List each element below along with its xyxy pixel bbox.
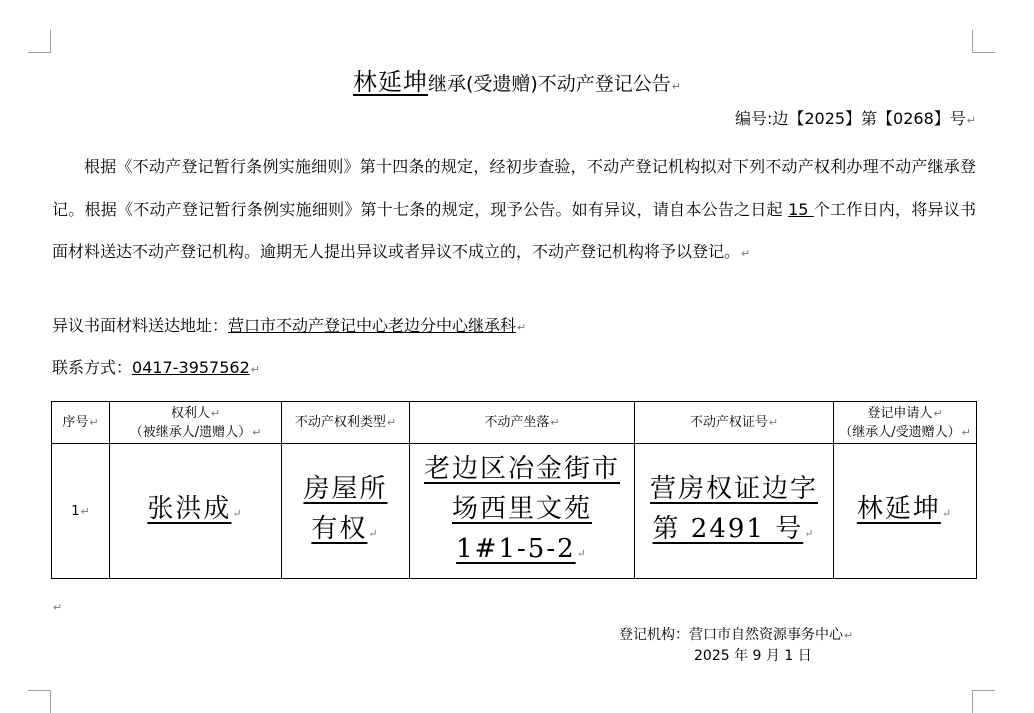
title-suffix: 继承(受遗赠)不动产登记公告 [427,73,671,95]
paragraph-mark: ↵ [933,406,943,420]
contact-line [52,355,260,378]
paragraph-mark: ↵ [804,526,816,540]
paragraph-mark: ↵ [80,504,90,518]
cell-location [410,444,635,579]
paragraph-mark: ↵ [250,363,260,376]
property-table [51,401,977,579]
header-seq-text: 序号 [62,415,89,430]
paragraph-mark: ↵ [671,80,682,93]
cell-cert [635,444,834,579]
address-line [52,313,526,336]
table-row [52,444,977,579]
header-location [410,402,635,444]
header-holder [110,402,282,444]
header-right-type-text: 不动产权利类型 [294,415,386,430]
contact-label: 联系方式： [52,358,133,377]
paragraph-mark: ↵ [550,416,560,429]
cell-right-type [282,444,410,579]
header-location-text: 不动产坐落 [484,415,550,430]
contact-value: 0417-3957562 [132,358,250,377]
paragraph-mark: ↵ [966,114,976,127]
notice-body [52,146,976,276]
header-applicant-line2: （继承人/受遗赠人） [839,424,961,440]
body-text-1: 根据《不动产登记暂行条例实施细则》第十四条的规定，经初步查验，不动产登记机构拟对下列不动产权利办理不动产继承登记。根据《不动产登记暂行条例实施细则》第十七条的规定，现予公告。如有异议，请自本公告之日起 [52,157,976,219]
header-holder-line2: （被继承人/遗赠人） [129,424,252,440]
table-header-row [52,402,977,444]
title-applicant-name: 林延坤 [352,68,428,96]
page-corner-bottom-left [28,690,51,713]
cell-right-type-line2: 有权 [311,513,368,544]
cell-holder [110,444,282,579]
header-holder-line1: 权利人 [170,405,210,421]
document-number-text: 编号:边【2025】第【0268】号 [734,109,966,128]
body-text-2: 个工作日内，将异议书面材料送达不动产登记机构。逾期无人提出异议或者异议不成立的，不动产登记机构将予以登记。 [52,199,976,261]
paragraph-mark: ↵ [844,629,854,642]
cell-right-type-line1: 房屋所 [303,473,388,504]
cell-applicant-text: 林延坤 [856,493,941,524]
registration-authority [619,624,853,644]
cell-seq [52,444,110,579]
header-right-type [282,402,410,444]
paragraph-mark: ↵ [961,425,971,439]
paragraph-mark: ↵ [252,425,262,439]
registration-authority-text: 登记机构：营口市自然资源事务中心 [619,627,843,643]
cell-holder-text: 张洪成 [147,493,232,524]
address-value: 营口市不动产登记中心老边分中心继承科 [228,316,517,335]
header-applicant-line1: 登记申请人 [867,405,933,421]
paragraph-mark: ↵ [210,406,221,420]
page-corner-top-right [972,30,995,53]
header-seq [52,402,110,444]
cell-location-line1: 老边区冶金街市 [423,453,620,484]
notice-title [0,62,1034,97]
objection-days: 15 [788,199,814,219]
cell-cert-line1: 营房权证边字 [649,473,818,504]
cell-location-line2: 场西里文苑 [451,493,592,524]
paragraph-mark: ↵ [386,416,397,429]
paragraph-mark: ↵ [576,546,588,560]
paragraph-mark: ↵ [517,321,527,334]
paragraph-mark: ↵ [53,601,63,614]
cell-location-line3: 1#1-5-2 [456,533,576,564]
cell-cert-line2: 第 2491 号 [652,513,804,544]
address-label: 异议书面材料送达地址： [52,316,229,335]
paragraph-mark: ↵ [89,416,99,429]
paragraph-mark: ↵ [941,506,954,520]
cell-applicant [834,444,977,579]
paragraph-mark: ↵ [368,526,380,540]
cell-seq-text: 1 [71,503,80,519]
header-cert [635,402,834,444]
header-cert-text: 不动产权证号 [689,415,768,430]
paragraph-mark: ↵ [741,247,751,260]
paragraph-mark: ↵ [768,416,779,429]
page-corner-top-left [28,30,51,53]
notice-date: 2025 年 9 月 1 日 [694,648,812,664]
empty-paragraph [52,596,62,615]
document-number [735,106,976,129]
page-corner-bottom-right [972,690,995,713]
header-applicant [834,402,977,444]
paragraph-mark: ↵ [232,506,244,520]
